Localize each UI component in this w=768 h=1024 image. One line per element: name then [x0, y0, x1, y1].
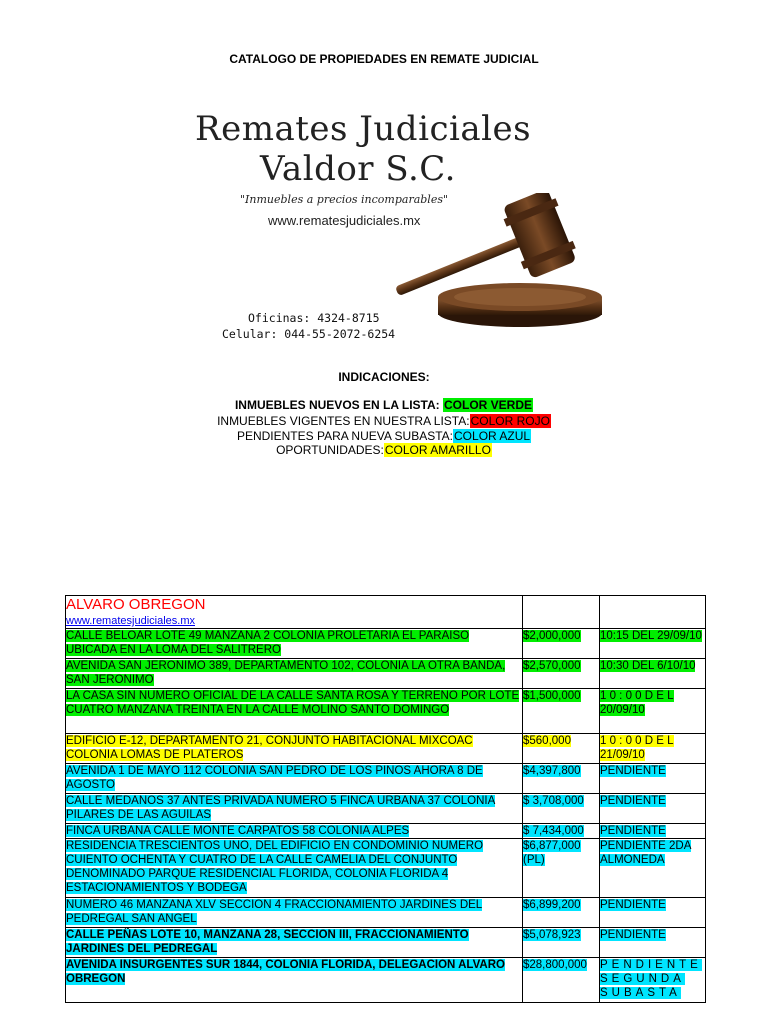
auction-date: 1 0 : 0 0 D E L 20/09/10	[600, 690, 674, 716]
legend-label: PENDIENTES PARA NUEVA SUBASTA:	[236, 429, 454, 443]
auction-status: PENDIENTE 2DA ALMONEDA	[600, 840, 692, 866]
table-header-row	[66, 596, 706, 629]
district-name: ALVARO OBREGON	[66, 596, 206, 613]
property-address: LA CASA SIN NUMERO OFICIAL DE LA CALLE SANTA ROSA Y TERRENO POR LOTE CUATRO MANZANA TREINTA EN LA CALLE MOLINO SANTO DOMINGO	[66, 690, 520, 716]
table-row	[66, 689, 706, 734]
auction-status: PENDIENTE	[600, 929, 666, 941]
properties-table	[65, 595, 706, 1003]
auction-status: PENDIENTE	[600, 765, 666, 777]
legend-color-blue: COLOR AZUL	[454, 429, 531, 443]
property-address: AVENIDA INSURGENTES SUR 1844, COLONIA FLORIDA, DELEGACION ALVARO OBREGON	[66, 959, 505, 985]
auction-date: 10:15 DEL 29/09/10	[600, 630, 702, 642]
property-price: $2,570,000	[523, 660, 581, 672]
table-row	[66, 958, 706, 1003]
auction-status: PENDIENTE	[600, 899, 666, 911]
table-row	[66, 928, 706, 958]
empty-cell	[600, 596, 706, 629]
property-price: $6,899,200	[523, 899, 581, 911]
district-cell	[66, 596, 523, 629]
empty-cell	[523, 596, 600, 629]
table-row	[66, 734, 706, 764]
table-row	[66, 659, 706, 689]
auction-status: PENDIENTE	[600, 795, 666, 807]
legend-label: INMUEBLES NUEVOS EN LA LISTA:	[234, 398, 440, 412]
property-price: $560,000	[523, 735, 571, 747]
logo-office-phone: Oficinas: 4324-8715	[248, 311, 380, 325]
gavel-icon	[370, 193, 602, 355]
legend-title: INDICACIONES:	[338, 370, 430, 384]
property-price: $6,877,000 (PL)	[523, 840, 581, 866]
property-address: FINCA URBANA CALLE MONTE CARPATOS 58 COLONIA ALPES	[66, 825, 410, 837]
logo-title-line1: Remates Judiciales	[195, 109, 532, 149]
legend-item-opportunities	[0, 443, 768, 457]
property-address: CALLE MEDANOS 37 ANTES PRIVADA NUMERO 5 FINCA URBANA 37 COLONIA PILARES DE LAS AGUILAS	[66, 795, 496, 821]
auction-date: 10:30 DEL 6/10/10	[600, 660, 696, 672]
legend-label: OPORTUNIDADES:	[276, 443, 384, 457]
property-address: CALLE PEÑAS LOTE 10, MANZANA 28, SECCION III, FRACCIONAMIENTO JARDINES DEL PEDREGAL	[66, 929, 469, 955]
table-row	[66, 839, 706, 898]
table-row	[66, 824, 706, 839]
auction-status: PENDIENTE SEGUNDA SUBASTA	[600, 959, 702, 999]
property-price: $1,500,000	[523, 690, 581, 702]
property-address: AVENIDA 1 DE MAYO 112 COLONIA SAN PEDRO DE LOS PINOS AHORA 8 DE AGOSTO	[66, 765, 483, 791]
legend-color-green: COLOR VERDE	[444, 398, 533, 412]
table-row	[66, 629, 706, 659]
logo-slogan: "Inmuebles a precios incomparables"	[240, 193, 449, 206]
legend-color-red: COLOR ROJO	[470, 414, 550, 428]
company-logo	[190, 105, 600, 355]
property-address: CALLE BELOAR LOTE 49 MANZANA 2 COLONIA PROLETARIA EL PARAISO UBICADA EN LA LOMA DEL SALITRERO	[66, 630, 470, 656]
property-address: NUMERO 46 MANZANA XLV SECCION 4 FRACCIONAMIENTO JARDINES DEL PEDREGAL SAN ANGEL	[66, 899, 483, 925]
website-link[interactable]: www.rematesjudiciales.mx	[66, 615, 195, 627]
property-price: $2,000,000	[523, 630, 581, 642]
property-price: $28,800,000	[523, 959, 587, 971]
auction-date: 1 0 : 0 0 D E L 21/09/10	[600, 735, 674, 761]
property-address: AVENIDA SAN JERONIMO 389, DEPARTAMENTO 102, COLONIA LA OTRA BANDA, SAN JERONIMO	[66, 660, 506, 686]
property-price: $5,078,923	[523, 929, 581, 941]
property-price: $4,397,800	[523, 765, 581, 777]
table-row	[66, 764, 706, 794]
document-title: CATALOGO DE PROPIEDADES EN REMATE JUDICIAL	[229, 52, 539, 66]
property-address: RESIDENCIA TRESCIENTOS UNO, DEL EDIFICIO EN CONDOMINIO NUMERO CUIENTO OCHENTA Y CUATRO DE LA CALLE CAMELIA DEL CONJUNTO DENOMINADO PARQUE RESIDENCIAL FLORIDA, COLONIA FLORIDA 4 ESTACIONAMIENTOS Y BODEGA	[66, 840, 484, 894]
table-row	[66, 898, 706, 928]
legend-item-pending	[0, 429, 768, 443]
property-address: EDIFICIO E-12, DEPARTAMENTO 21, CONJUNTO HABITACIONAL MIXCOAC COLONIA LOMAS DE PLATEROS	[66, 735, 473, 761]
logo-cell-phone: Celular: 044-55-2072-6254	[222, 327, 396, 341]
logo-url: www.rematesjudiciales.mx	[268, 213, 421, 228]
property-price: $ 7,434,000	[523, 825, 584, 837]
auction-status: PENDIENTE	[600, 825, 666, 837]
legend-item-current	[0, 414, 768, 428]
property-price: $ 3,708,000	[523, 795, 584, 807]
table-row	[66, 794, 706, 824]
legend-label: INMUEBLES VIGENTES EN NUESTRA LISTA:	[217, 414, 470, 428]
legend-item-new	[0, 398, 768, 412]
logo-title-line2: Valdor S.C.	[260, 149, 456, 189]
legend-color-yellow: COLOR AMARILLO	[384, 443, 491, 457]
